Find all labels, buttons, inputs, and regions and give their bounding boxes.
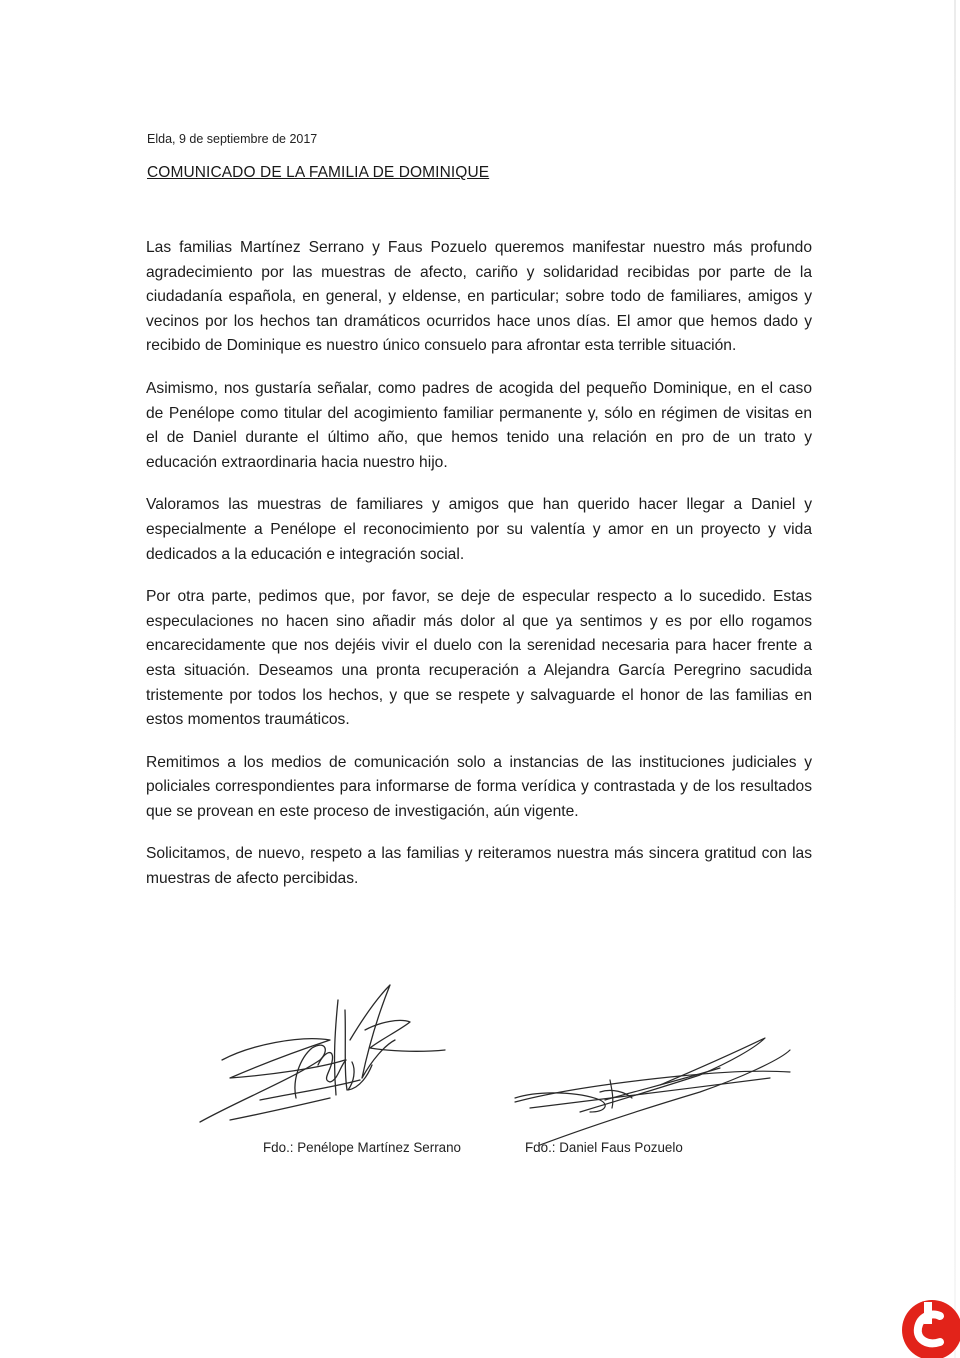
signature-right — [515, 1038, 790, 1145]
signature-left — [200, 985, 445, 1122]
paragraph: Valoramos las muestras de familiares y amigos que han querido hacer llegar a Daniel y especialmente a Penélope el reconocimiento por su valentía y amor en un proyecto y vida dedicados a la educación e integración social. — [146, 496, 812, 563]
paragraph: Las familias Martínez Serrano y Faus Pozuelo queremos manifestar nuestro más profundo agradecimiento por las muestras de afecto, cariño y solidaridad recibidas por parte de la ciudadanía española, en general, y eldense, en particular; sobre todo de familiares, amigos y vecinos por los hechos tan dramáticos ocurridos hace unos días. El amor que hemos dado y recibido de Dominique es nuestro único consuelo para afrontar esta terrible situación. — [146, 239, 812, 355]
paragraph: Asimismo, nos gustaría señalar, como padres de acogida del pequeño Dominique, en el caso de Penélope como titular del acogimiento familiar permanente y, sólo en régimen de visitas en el de Daniel durante el último año, que hemos tenido una relación en pro de un trato y educación extraordinaria hacia nuestro hijo. — [146, 379, 812, 471]
paragraph: Solicitamos, de nuevo, respeto a las familias y reiteramos nuestra más sincera gratitud con las muestras de afecto percibidas. — [146, 845, 812, 888]
signature-left-label: Fdo.: Penélope Martínez Serrano — [263, 1140, 461, 1155]
scan-edge — [954, 0, 956, 1358]
document-body — [146, 236, 812, 910]
document-date: Elda, 9 de septiembre de 2017 — [147, 132, 318, 146]
document-title: COMUNICADO DE LA FAMILIA DE DOMINIQUE — [147, 164, 490, 181]
paragraph: Remitimos a los medios de comunicación solo a instancias de las instituciones judiciales y policiales correspondientes para informarse de forma verídica y contrastada y de los resultados que se provean en este proceso de investigación, aún vigente. — [146, 753, 812, 820]
signature-right-label: Fdo.: Daniel Faus Pozuelo — [525, 1140, 683, 1155]
red-c-logo-icon — [900, 1296, 960, 1358]
paragraph: Por otra parte, pedimos que, por favor, se deje de especular respecto a lo sucedido. Estas especulaciones no hacen sino añadir más dolor al que ya sentimos y es por ello rogamos encarecidamente que nos dejéis vivir el duelo con la serenidad necesaria para hacer frente a esta situación. Deseamos una pronta recuperación a Alejandra García Peregrino sacudida tristemente por todos los hechos, y que se respete y salvaguarde el honor de las familias en estos momentos traumáticos. — [146, 588, 812, 729]
